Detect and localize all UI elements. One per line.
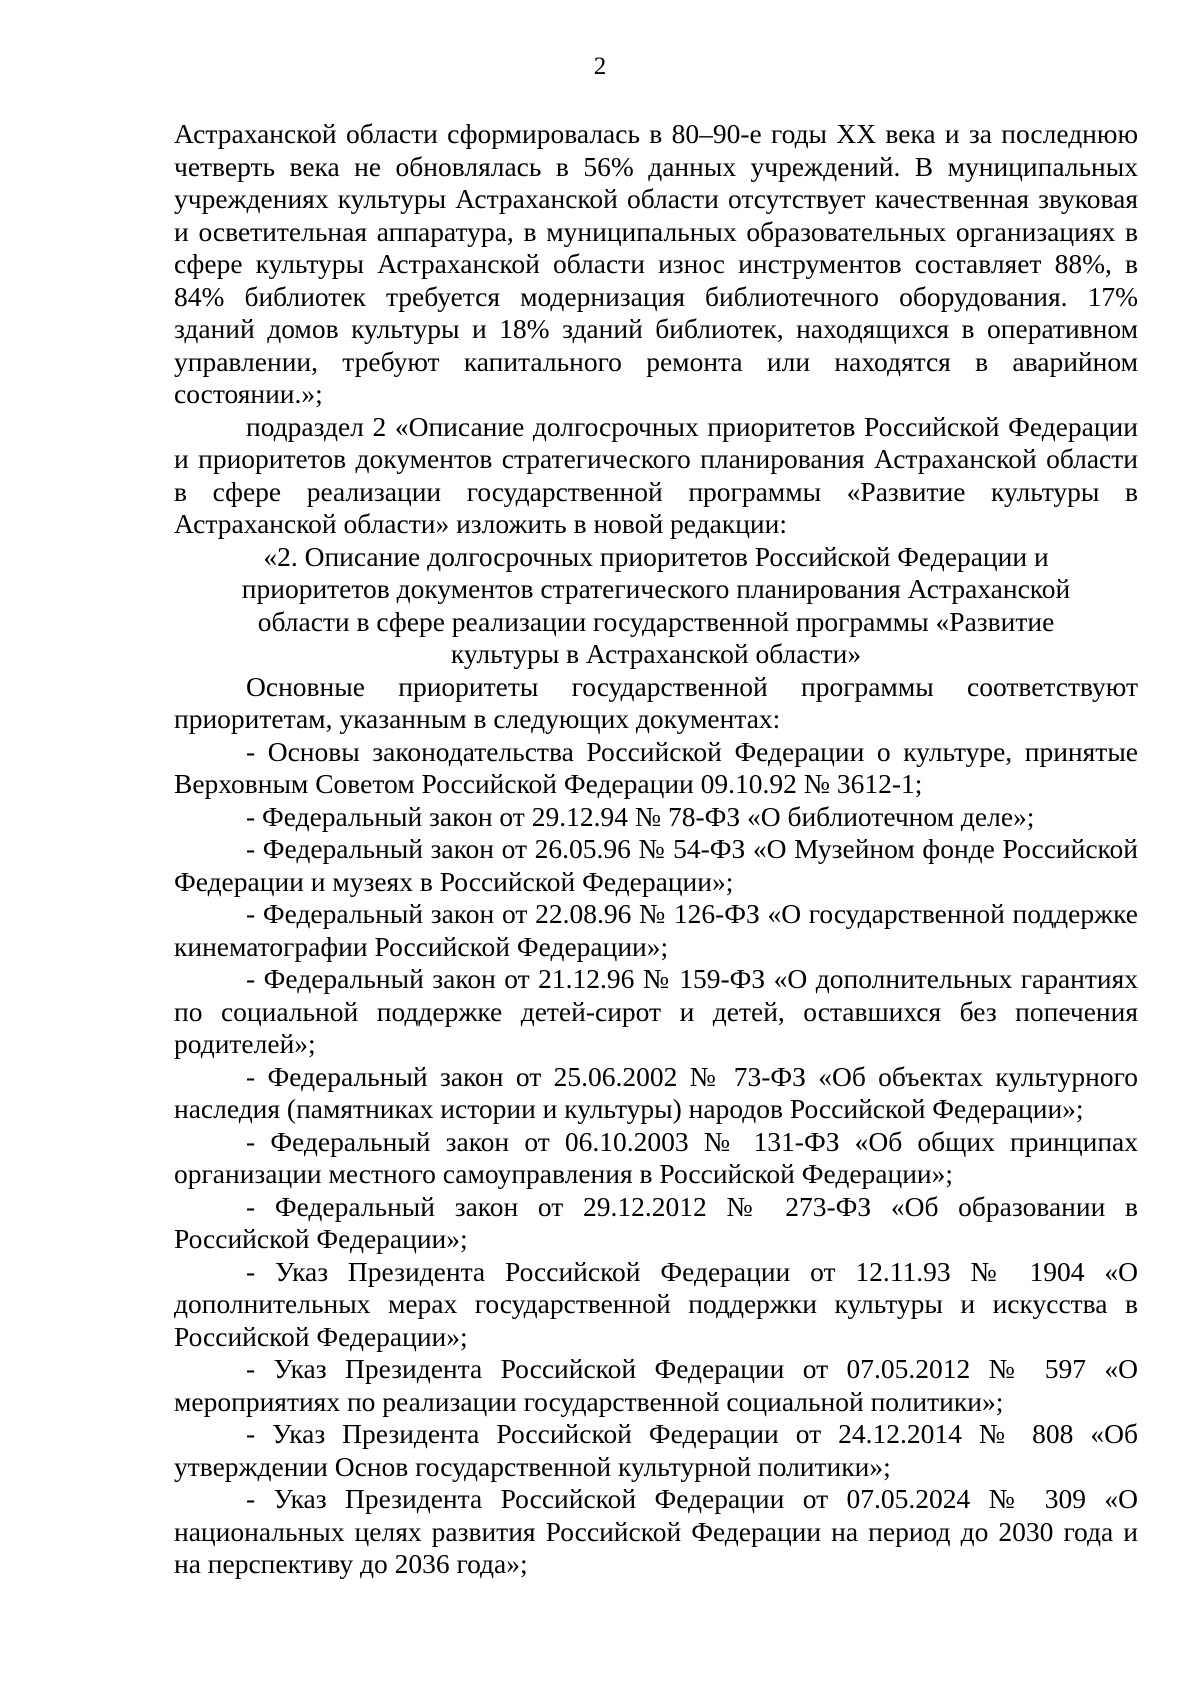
list-item: - Основы законодательства Российской Федерации о культуре, принятые Верховным Советом Российской Федерации 09.10.92 № 3612-1; <box>174 735 1138 799</box>
list-item: - Федеральный закон от 29.12.94 № 78-ФЗ «О библиотечном деле»; <box>246 800 1035 832</box>
document-body <box>174 118 1138 1581</box>
list-item: - Федеральный закон от 29.12.2012 № 273-ФЗ «Об образовании в Российской Федерации»; <box>174 1190 1138 1254</box>
section-heading: «2. Описание долгосрочных приоритетов Российской Федерации и приоритетов документов стратегического планирования Астраханской области в сфере реализации государственной программы «Развитие культуры в Астраханской области» <box>241 540 1071 669</box>
list-item: - Указ Президента Российской Федерации от 07.05.2012 № 597 «О мероприятиях по реализации государственной социальной политики»; <box>174 1353 1138 1417</box>
list-item: - Указ Президента Российской Федерации от 12.11.93 № 1904 «О дополнительных мерах государственной поддержки культуры и искусства в Российской Федерации»; <box>174 1255 1138 1352</box>
page-number: 2 <box>593 53 607 80</box>
list-item: - Указ Президента Российской Федерации от 24.12.2014 № 808 «Об утверждении Основ государственной культурной политики»; <box>174 1418 1138 1482</box>
list-item: - Федеральный закон от 06.10.2003 № 131-ФЗ «Об общих принципах организации местного самоуправления в Российской Федерации»; <box>174 1125 1138 1189</box>
list-item: - Федеральный закон от 22.08.96 № 126-ФЗ «О государственной поддержке кинематографии Российской Федерации»; <box>174 898 1138 962</box>
paragraph-subsection-2: подраздел 2 «Описание долгосрочных приоритетов Российской Федерации и приоритетов документов стратегического планирования Астраханской области в сфере реализации государственной программы «Развитие культуры в Астраханской области» изложить в новой редакции: <box>174 410 1138 539</box>
list-item: - Федеральный закон от 25.06.2002 № 73-ФЗ «Об объектах культурного наследия (памятниках истории и культуры) народов Российской Федерации»; <box>174 1060 1138 1124</box>
documents-intro: Основные приоритеты государственной программы соответствуют приоритетам, указанным в следующих документах: <box>174 670 1138 734</box>
list-item: - Указ Президента Российской Федерации от 07.05.2024 № 309 «О национальных целях развития Российской Федерации на период до 2030 года и на перспективу до 2036 года»; <box>174 1483 1138 1579</box>
list-item: - Федеральный закон от 26.05.96 № 54-ФЗ «О Музейном фонде Российской Федерации и музеях в Российской Федерации»; <box>174 833 1138 897</box>
list-item: - Федеральный закон от 21.12.96 № 159-ФЗ «О дополнительных гарантиях по социальной поддержке детей-сирот и детей, оставшихся без попечения родителей»; <box>174 963 1138 1059</box>
paragraph-continuation: Астраханской области сформировалась в 80–90-е годы XX века и за последнюю четверть века не обновлялась в 56% данных учреждений. В муниципальных учреждениях культуры Астраханской области отсутствует качественная звуковая и осветительная аппаратура, в муниципальных образовательных организациях в сфере культуры Астраханской области износ инструментов составляет 88%, в 84% библиотек требуется модернизация библиотечного оборудования. 17% зданий домов культуры и 18% зданий библиотек, находящихся в оперативном управлении, требуют капитального ремонта или находятся в аварийном состоянии.»; <box>174 118 1138 409</box>
